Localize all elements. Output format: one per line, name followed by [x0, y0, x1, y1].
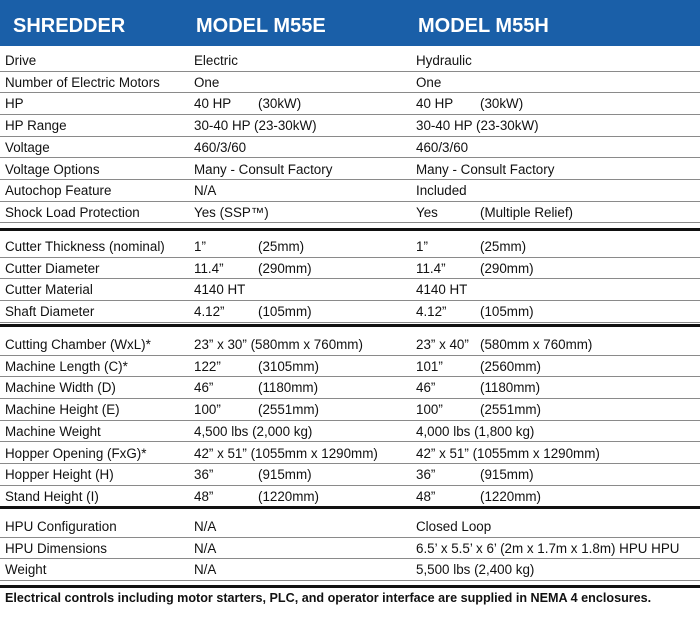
row-label: Number of Electric Motors: [5, 74, 160, 90]
row-divider: [0, 222, 700, 223]
row-label: HPU Dimensions: [5, 540, 107, 556]
m55h-value: 460/3/60: [416, 139, 469, 155]
m55h-value: Included: [416, 183, 467, 199]
m55e-metric: (1180mm): [258, 380, 319, 396]
table-row: [0, 559, 700, 581]
m55e-value: Yes (SSP™): [194, 204, 269, 220]
row-label: Shock Load Protection: [5, 204, 140, 220]
m55e-value: N/A: [194, 183, 217, 199]
m55h-value: 1”: [416, 239, 428, 254]
m55h-value: 42” x 51” (1055mm x 1290mm): [416, 445, 600, 461]
row-label: Machine Length (C)*: [5, 358, 128, 374]
table-row: [0, 334, 700, 356]
m55e-value: 460/3/60: [194, 139, 247, 155]
m55h-metric: (105mm): [480, 304, 534, 320]
m55e-value: 40 HP: [194, 96, 232, 112]
row-label: Drive: [5, 53, 37, 68]
m55h-metric: (915mm): [480, 467, 534, 483]
row-label: Machine Weight: [5, 423, 101, 439]
m55h-value: 40 HP: [416, 96, 454, 112]
row-divider: [0, 322, 700, 323]
table-row: [0, 50, 700, 72]
table-row: [0, 377, 700, 399]
m55h-value: 36”: [416, 467, 436, 483]
m55e-value: 46”: [194, 380, 214, 396]
m55e-value: One: [194, 74, 220, 90]
m55e-metric: (25mm): [258, 239, 305, 254]
m55h-metric: (Multiple Relief): [480, 204, 574, 220]
row-divider: [0, 580, 700, 581]
row-label: Stand Height (I): [5, 488, 99, 504]
row-label: HPU Configuration: [5, 519, 117, 534]
row-label: Cutter Diameter: [5, 260, 100, 276]
table-row: [0, 236, 700, 258]
table-row: [0, 464, 700, 486]
table-header: [0, 0, 700, 46]
row-label: Cutting Chamber (WxL)*: [5, 337, 151, 352]
header-shredder: SHREDDER: [13, 15, 126, 37]
m55e-metric: (30kW): [258, 96, 302, 112]
table-row: [0, 202, 700, 224]
footnote: Electrical controls including motor starters, PLC, and operator interface are supplied in NEMA 4 enclosures.: [5, 591, 652, 605]
row-label: Cutter Material: [5, 282, 93, 298]
m55e-metric: (1220mm): [258, 488, 320, 504]
row-label: Machine Height (E): [5, 402, 120, 418]
row-label: Machine Width (D): [5, 380, 116, 396]
m55e-metric: (2551mm): [258, 402, 320, 418]
m55h-metric: (1220mm): [480, 488, 542, 504]
row-label: Voltage Options: [5, 161, 100, 177]
row-label: Weight: [5, 562, 47, 578]
m55h-value: 6.5’ x 5.5’ x 6’ (2m x 1.7m x 1.8m) HPU HPU: [416, 540, 680, 556]
m55h-value: Hydraulic: [416, 53, 472, 68]
table-row: [0, 137, 700, 159]
m55h-value: 101”: [416, 358, 443, 374]
m55h-value: 30-40 HP (23-30kW): [416, 118, 539, 134]
m55e-value: 48”: [194, 488, 214, 504]
m55e-value: 4140 HT: [194, 282, 246, 298]
m55h-metric: (2560mm): [480, 358, 542, 374]
m55h-metric: (2551mm): [480, 402, 542, 418]
table-row: [0, 159, 700, 181]
m55h-value: 48”: [416, 488, 436, 504]
table-row: [0, 399, 700, 421]
m55e-value: 100”: [194, 402, 221, 418]
m55e-value: N/A: [194, 540, 217, 556]
m55e-value: 30-40 HP (23-30kW): [194, 118, 317, 134]
m55e-value: 36”: [194, 467, 214, 483]
row-label: Hopper Height (H): [5, 467, 114, 483]
row-label: HP: [5, 96, 24, 112]
table-row: [0, 356, 700, 378]
m55h-value: 4,000 lbs (1,800 kg): [416, 423, 535, 439]
row-label: Cutter Thickness (nominal): [5, 239, 165, 254]
m55e-metric: (915mm): [258, 467, 312, 483]
m55e-value: N/A: [194, 562, 217, 578]
table-row: [0, 538, 700, 560]
m55e-value: 1”: [194, 239, 206, 254]
m55h-value: 100”: [416, 402, 443, 418]
m55h-value: One: [416, 74, 442, 90]
m55e-value: 23” x 30” (580mm x 760mm): [194, 337, 363, 352]
table-row: [0, 258, 700, 280]
m55h-value: 23” x 40”: [416, 337, 469, 352]
m55h-value: Closed Loop: [416, 519, 492, 534]
m55e-value: 122”: [194, 358, 221, 374]
table-row: [0, 279, 700, 301]
m55h-metric: (1180mm): [480, 380, 541, 396]
m55e-value: Electric: [194, 53, 238, 68]
section-separator: [0, 228, 700, 231]
row-label: HP Range: [5, 118, 67, 134]
table-row: [0, 72, 700, 94]
m55e-metric: (105mm): [258, 304, 312, 320]
table-row: [0, 443, 700, 465]
m55e-value: 4,500 lbs (2,000 kg): [194, 423, 313, 439]
m55h-metric: (30kW): [480, 96, 524, 112]
header-model-m55e: MODEL M55E: [196, 15, 326, 37]
m55e-value: 42” x 51” (1055mm x 1290mm): [194, 445, 378, 461]
table-row: [0, 115, 700, 137]
table-row: [0, 421, 700, 443]
m55e-metric: (290mm): [258, 260, 312, 276]
row-label: Voltage: [5, 139, 50, 155]
table-row: [0, 301, 700, 323]
section-separator: [0, 324, 700, 327]
table-row: [0, 516, 700, 538]
row-label: Shaft Diameter: [5, 304, 95, 320]
m55h-metric: (290mm): [480, 260, 534, 276]
m55h-value: 11.4”: [416, 260, 446, 276]
row-label: Hopper Opening (FxG)*: [5, 445, 147, 461]
m55h-metric: (25mm): [480, 239, 527, 254]
m55h-value: 4.12”: [416, 304, 447, 320]
m55e-value: 11.4”: [194, 260, 224, 276]
m55h-value: 46”: [416, 380, 436, 396]
m55e-value: Many - Consult Factory: [194, 161, 333, 177]
m55h-value: Many - Consult Factory: [416, 161, 555, 177]
m55e-metric: (3105mm): [258, 358, 320, 374]
table-row: [0, 180, 700, 202]
m55h-value: 4140 HT: [416, 282, 468, 298]
m55h-metric: (580mm x 760mm): [480, 337, 593, 352]
m55e-value: 4.12”: [194, 304, 225, 320]
row-label: Autochop Feature: [5, 183, 112, 199]
m55h-value: 5,500 lbs (2,400 kg): [416, 562, 535, 578]
header-model-m55h: MODEL M55H: [418, 15, 549, 37]
section-separator: [0, 585, 700, 588]
m55h-value: Yes: [416, 204, 438, 220]
m55e-value: N/A: [194, 519, 217, 534]
table-row: [0, 486, 700, 508]
table-row: [0, 93, 700, 115]
section-separator: [0, 506, 700, 509]
